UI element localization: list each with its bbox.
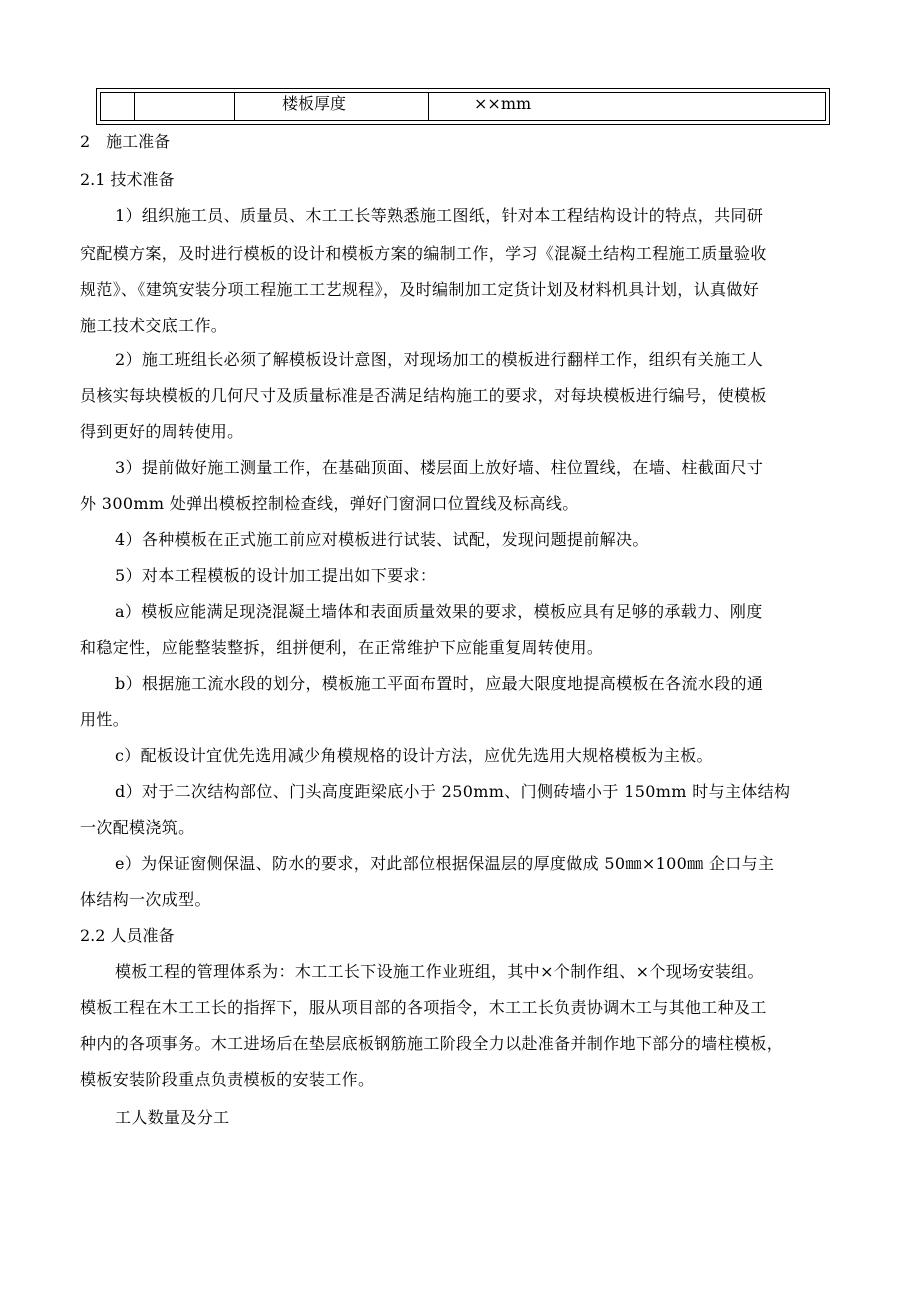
text-line: 模板安装阶段重点负责模板的安装工作。 — [80, 1070, 375, 1089]
table-cell-label: 楼板厚度 — [282, 94, 347, 113]
text-line: 模板工程的管理体系为：木工工长下设施工作业班组，其中×个制作组、×个现场安装组。 — [115, 962, 764, 981]
table-divider — [234, 92, 235, 121]
text-line: 模板工程在木工工长的指挥下，服从项目部的各项指令，木工工长负责协调木工与其他工种及工 — [80, 998, 767, 1017]
text-line: 规范》、《建筑安装分项工程施工工艺规程》，及时编制加工定货计划及材料机具计划，认真做好 — [80, 280, 760, 299]
section-heading: 2 施工准备 — [80, 132, 171, 151]
text-line: 一次配模浇筑。 — [80, 818, 195, 837]
text-line: 用性。 — [80, 710, 130, 729]
text-line: c）配板设计宜优先选用减少角模规格的设计方法，应优先选用大规格模板为主板。 — [115, 746, 713, 765]
text-line: 4）各种模板在正式施工前应对模板进行试装、试配，发现问题提前解决。 — [115, 530, 649, 549]
text-line: d）对于二次结构部位、门头高度距梁底小于 250mm、门侧砖墙小于 150mm 时与主体结构 — [115, 782, 791, 801]
text-line: 体结构一次成型。 — [80, 890, 211, 909]
text-line: 得到更好的周转使用。 — [80, 422, 244, 441]
text-line: 施工技术交底工作。 — [80, 316, 228, 335]
text-line: b）根据施工流水段的划分，模板施工平面布置时，应最大限度地提高模板在各流水段的通 — [115, 674, 764, 693]
text-line: e）为保证窗侧保温、防水的要求，对此部位根据保温层的厚度做成 50㎜×100㎜ 企口与主 — [115, 854, 775, 873]
subsection-heading: 2.2 人员准备 — [80, 926, 175, 945]
text-line: 5）对本工程模板的设计加工提出如下要求： — [115, 566, 437, 585]
table-divider — [428, 92, 429, 121]
subsection-heading: 2.1 技术准备 — [80, 170, 175, 189]
text-line: 工人数量及分工 — [115, 1108, 230, 1127]
text-line: 种内的各项事务。木工进场后在垫层底板钢筋施工阶段全力以赴准备并制作地下部分的墙柱模板， — [80, 1034, 784, 1053]
text-line: 1）组织施工员、质量员、木工工长等熟悉施工图纸，针对本工程结构设计的特点，共同研 — [115, 206, 764, 225]
text-line: 和稳定性，应能整装整拆，组拼便利，在正常维护下应能重复周转使用。 — [80, 638, 604, 657]
text-line: 2）施工班组长必须了解模板设计意图，对现场加工的模板进行翻样工作，组织有关施工人 — [115, 350, 764, 369]
text-line: 3）提前做好施工测量工作，在基础顶面、楼层面上放好墙、柱位置线，在墙、柱截面尺寸 — [115, 458, 764, 477]
table-inner-border — [100, 92, 826, 121]
text-line: a）模板应能满足现浇混凝土墙体和表面质量效果的要求，模板应具有足够的承载力、刚度 — [115, 602, 763, 621]
text-line: 外 300mm 处弹出模板控制检查线，弹好门窗洞口位置线及标高线。 — [80, 494, 579, 513]
table-cell-value: ××mm — [474, 94, 532, 113]
text-line: 员核实每块模板的几何尺寸及质量标准是否满足结构施工的要求，对每块模板进行编号，使模板 — [80, 386, 767, 405]
text-line: 究配模方案，及时进行模板的设计和模板方案的编制工作，学习《混凝土结构工程施工质量验收 — [80, 244, 767, 263]
table-divider — [134, 92, 135, 121]
